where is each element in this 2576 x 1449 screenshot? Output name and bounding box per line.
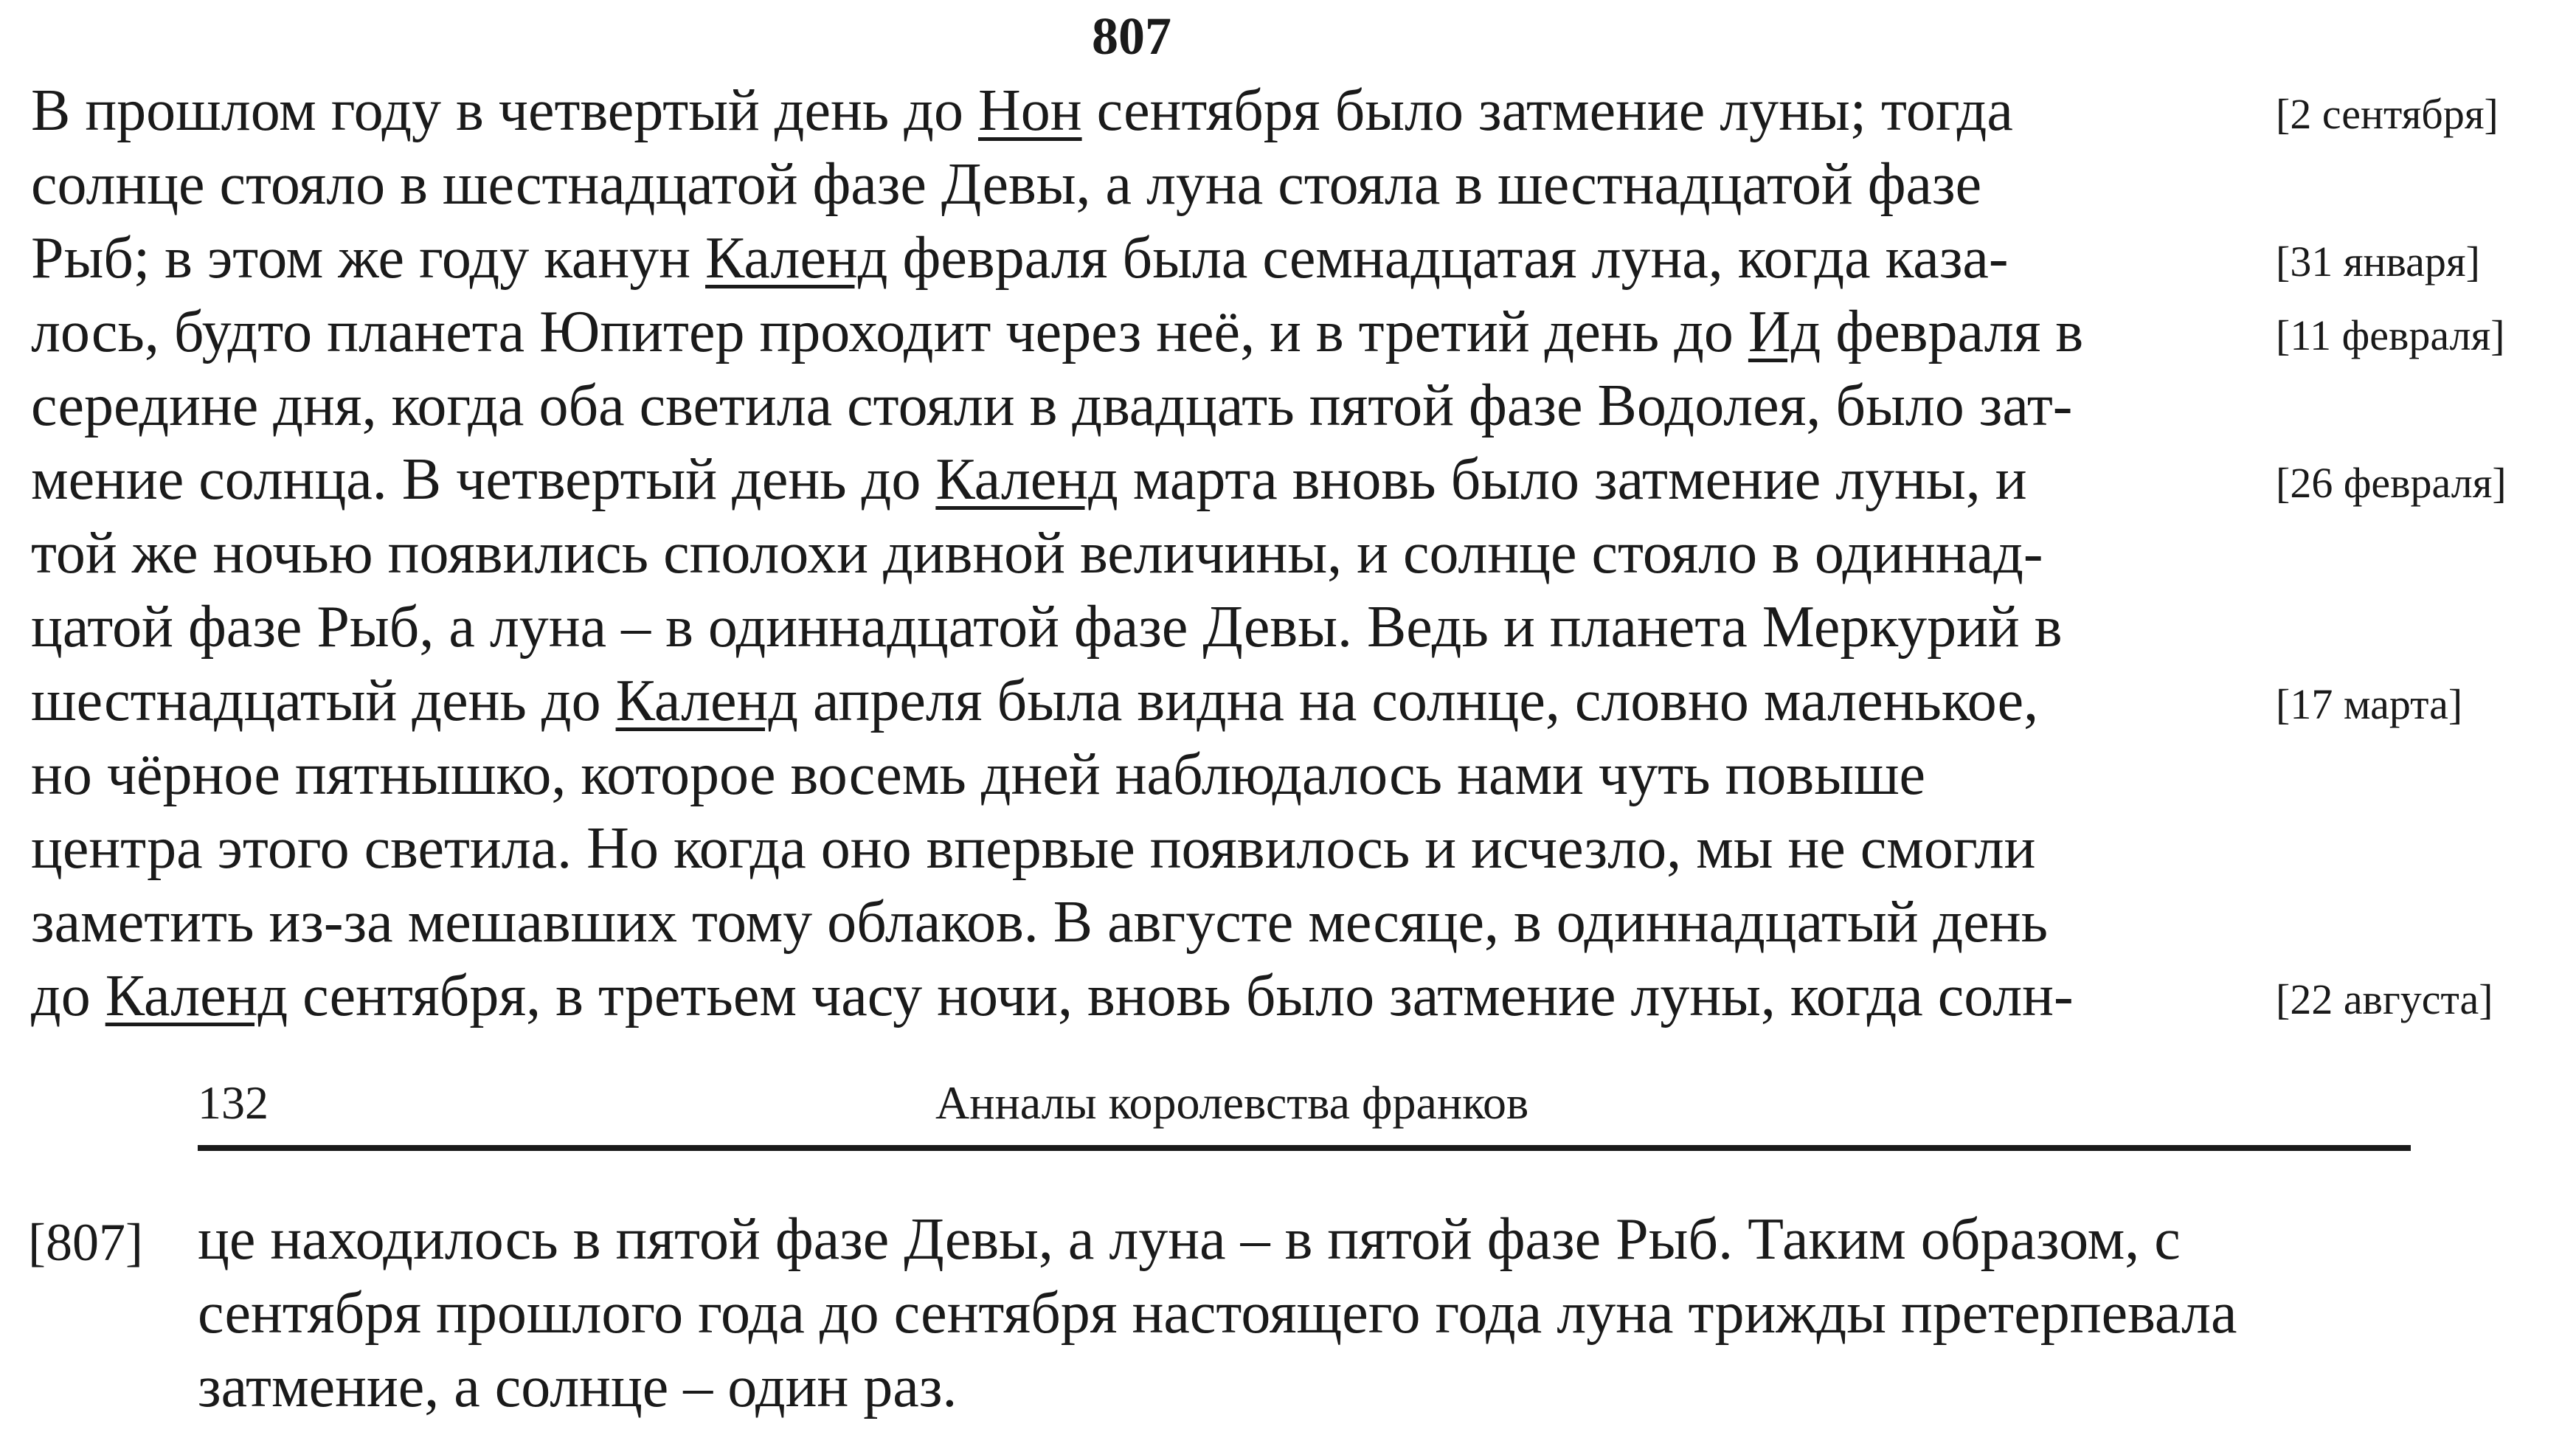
- text-line: заметить из-за мешавших тому облаков. В августе месяце, в одиннадцатый день: [31, 890, 2049, 955]
- text-line: центра этого светила. Но когда оно впервые появилось и исчезло, мы не смогли: [31, 816, 2036, 881]
- margin-date-note: [26 февраля]: [2276, 459, 2507, 507]
- text-line: той же ночью появились сполохи дивной величины, и солнце стояло в одиннад-: [31, 521, 2043, 586]
- margin-date-note: [17 марта]: [2276, 680, 2463, 728]
- underlined-term: Ид: [1748, 300, 1821, 364]
- underlined-term: Календ: [935, 447, 1118, 512]
- text-line: до Календ сентября, в третьем часу ночи, вновь было затмение луны, когда солн-: [31, 964, 2074, 1028]
- margin-date-note: [31 января]: [2276, 238, 2480, 286]
- header-rule: [198, 1145, 2411, 1151]
- text-line: мение солнца. В четвертый день до Календ марта вновь было затмение луны, и: [31, 447, 2027, 512]
- underlined-term: Календ: [705, 226, 888, 291]
- continuation-line: затмение, а солнце – один раз.: [198, 1355, 958, 1419]
- text-line: В прошлом году в четвертый день до Нон сентября было затмение луны; тогда: [31, 78, 2013, 143]
- text-line: солнце стояло в шестнадцатой фазе Девы, а луна стояла в шестнадцатой фазе: [31, 152, 1982, 217]
- page-number: 132: [198, 1076, 269, 1129]
- text-line: цатой фазе Рыб, а луна – в одиннадцатой фазе Девы. Ведь и планета Меркурий в: [31, 595, 2063, 660]
- running-title: Анналы королевства франков: [935, 1076, 1529, 1129]
- text-line: Рыб; в этом же году канун Календ февраля была семнадцатая луна, когда каза-: [31, 226, 2009, 291]
- text-line: середине дня, когда оба светила стояли в двадцать пятой фазе Водолея, было зат-: [31, 373, 2073, 438]
- continuation-line: це находилось в пятой фазе Девы, а луна – в пятой фазе Рыб. Таким образом, с: [198, 1207, 2181, 1272]
- year-marker: [807]: [28, 1213, 143, 1272]
- text-line: шестнадцатый день до Календ апреля была видна на солнце, словно маленькое,: [31, 668, 2039, 733]
- underlined-term: Календ: [105, 964, 288, 1028]
- text-line: но чёрное пятнышко, которое восемь дней наблюдалось нами чуть повыше: [31, 742, 1926, 807]
- underlined-term: Нон: [977, 78, 1082, 143]
- margin-date-note: [22 августа]: [2276, 975, 2493, 1023]
- text-line: лось, будто планета Юпитер проходит через неё, и в третий день до Ид февраля в: [31, 300, 2084, 364]
- year-heading: 807: [1092, 7, 1171, 66]
- margin-date-note: [11 февраля]: [2276, 311, 2505, 359]
- continuation-line: сентября прошлого года до сентября настоящего года луна трижды претерпевала: [198, 1281, 2237, 1346]
- underlined-term: Календ: [615, 668, 799, 733]
- margin-date-note: [2 сентября]: [2276, 90, 2499, 138]
